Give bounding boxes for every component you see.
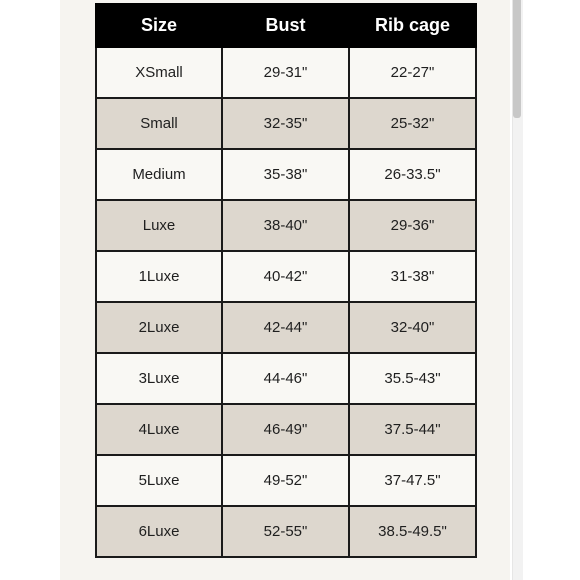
size-cell: Luxe (96, 200, 222, 251)
rib-cage-cell: 29-36" (349, 200, 476, 251)
bust-cell: 38-40" (222, 200, 349, 251)
column-header-rib-cage: Rib cage (349, 4, 476, 47)
table-row (96, 149, 476, 200)
rib-cage-cell: 32-40" (349, 302, 476, 353)
rib-cage-cell: 22-27" (349, 47, 476, 98)
left-margin (0, 0, 60, 580)
table-row (96, 506, 476, 557)
size-cell: XSmall (96, 47, 222, 98)
bust-cell: 29-31" (222, 47, 349, 98)
size-cell: 1Luxe (96, 251, 222, 302)
bust-cell: 49-52" (222, 455, 349, 506)
table-row (96, 302, 476, 353)
size-cell: Small (96, 98, 222, 149)
rib-cage-cell: 37.5-44" (349, 404, 476, 455)
size-cell: 4Luxe (96, 404, 222, 455)
header-row (96, 4, 476, 47)
table-row (96, 455, 476, 506)
table-row (96, 251, 476, 302)
bust-cell: 35-38" (222, 149, 349, 200)
rib-cage-cell: 31-38" (349, 251, 476, 302)
rib-cage-cell: 26-33.5" (349, 149, 476, 200)
size-cell: 2Luxe (96, 302, 222, 353)
bust-cell: 32-35" (222, 98, 349, 149)
column-header-bust: Bust (222, 4, 349, 47)
table-row (96, 353, 476, 404)
size-cell: Medium (96, 149, 222, 200)
table-row (96, 47, 476, 98)
table-body (96, 47, 476, 557)
table-row (96, 200, 476, 251)
bust-cell: 44-46" (222, 353, 349, 404)
bust-cell: 46-49" (222, 404, 349, 455)
rib-cage-cell: 37-47.5" (349, 455, 476, 506)
bust-cell: 40-42" (222, 251, 349, 302)
table-header (96, 4, 476, 47)
column-header-size: Size (96, 4, 222, 47)
size-cell: 5Luxe (96, 455, 222, 506)
size-cell: 3Luxe (96, 353, 222, 404)
size-cell: 6Luxe (96, 506, 222, 557)
rib-cage-cell: 35.5-43" (349, 353, 476, 404)
table-row (96, 98, 476, 149)
size-chart-table (95, 3, 477, 558)
bust-cell: 52-55" (222, 506, 349, 557)
table-row (96, 404, 476, 455)
scrollbar-thumb[interactable] (513, 0, 521, 118)
rib-cage-cell: 25-32" (349, 98, 476, 149)
rib-cage-cell: 38.5-49.5" (349, 506, 476, 557)
bust-cell: 42-44" (222, 302, 349, 353)
